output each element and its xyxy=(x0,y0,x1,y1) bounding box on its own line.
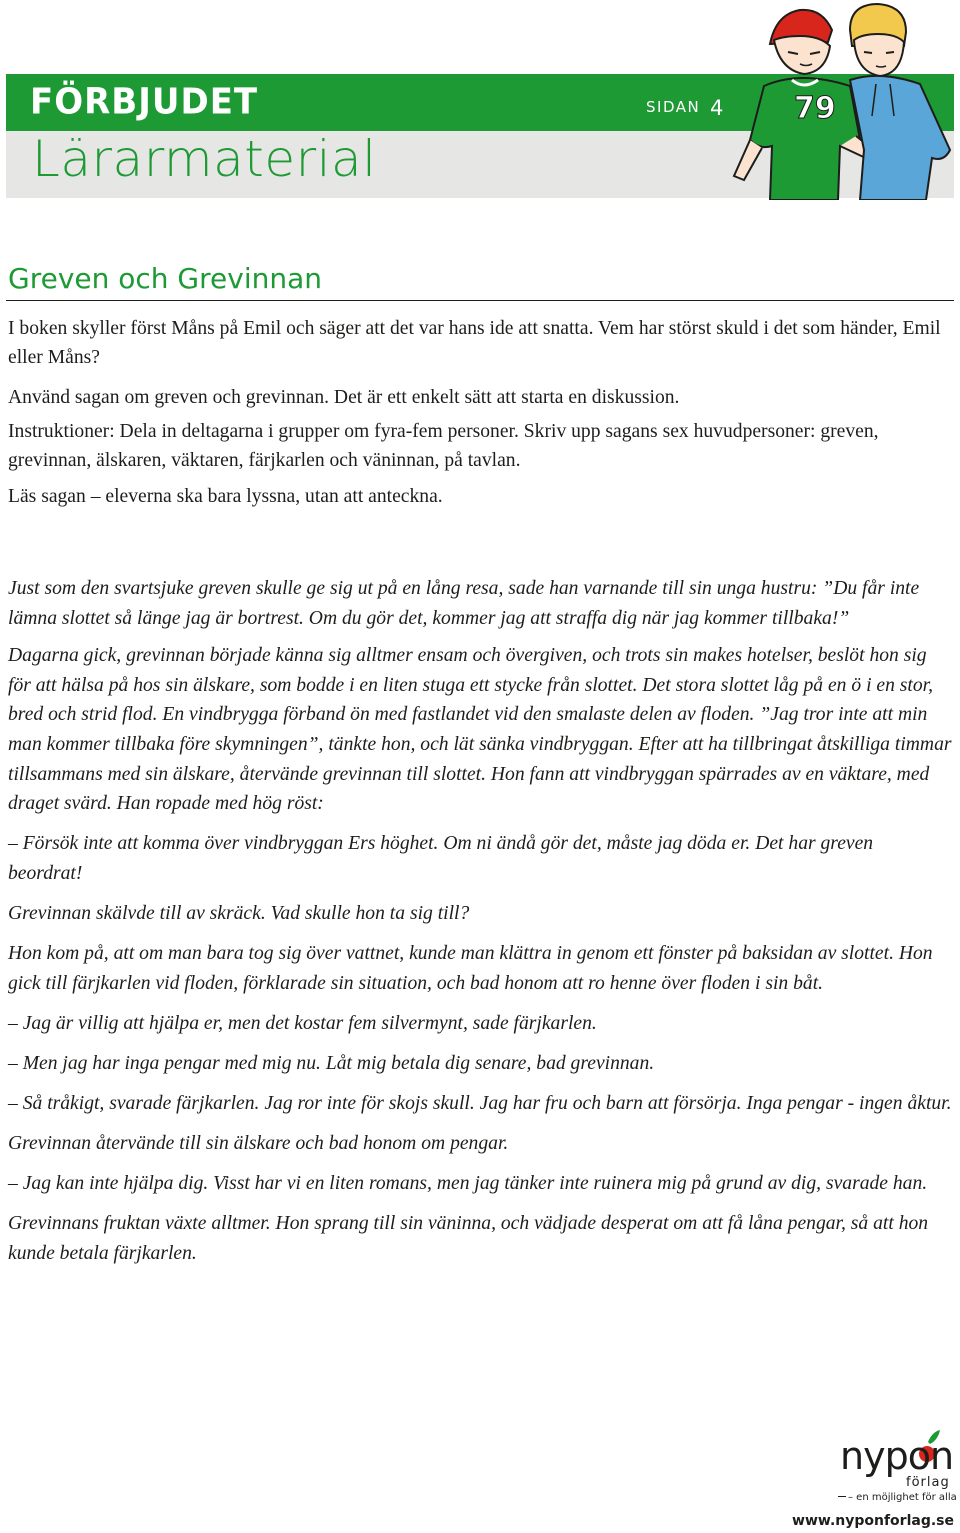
publisher-tagline: – en möjlighet för alla xyxy=(848,1492,957,1503)
story-paragraph: Grevinnan skälvde till av skräck. Vad skulle hon ta sig till? xyxy=(8,902,470,924)
story-paragraph: Grevinnan återvände till sin älskare och bad honom om pengar. xyxy=(8,1133,509,1154)
series-title: FÖRBJUDET xyxy=(30,81,259,123)
story-paragraph: – Men jag har inga pengar med mig nu. Låt mig betala dig senare, bad grevinnan. xyxy=(8,1052,655,1074)
story-paragraph: Hon kom på, att om man bara tog sig över vattnet, kunde man klättra in genom ett fönster på baksidan av slottet. Hon gick till färjkarlen vid floden, förklarade sin situation, och bad honom att ro henne över floden i sin båt. xyxy=(8,943,933,994)
story-paragraph: – Så tråkigt, svarade färjkarlen. Jag ror inte för skojs skull. Jag har fru och barn att försörja. Inga pengar - ingen åktur. xyxy=(8,1092,952,1114)
publisher-logo-name: nypon xyxy=(840,1434,954,1478)
story-paragraph: – Jag är villig att hjälpa er, men det kostar fem silvermynt, sade färjkarlen. xyxy=(8,1012,597,1034)
story-text xyxy=(8,574,952,1279)
story-paragraph: Grevinnans fruktan växte alltmer. Hon sprang till sin väninna, och vädjade desperat om att få låna pengar, så att hon kunde betala färjkarlen. xyxy=(8,1213,929,1264)
page-label: SIDAN xyxy=(646,98,701,116)
publisher-website-link[interactable]: www.nyponforlag.se xyxy=(792,1513,954,1529)
intro-paragraph: Instruktioner: Dela in deltagarna i grupper om fyra-fem personer. Skriv upp sagans sex huvudpersoner: greven, grevinnan, älskaren, väktaren, färjkarlen och väninnan, på tavlan. xyxy=(8,421,879,471)
intro-text xyxy=(8,314,952,522)
page-number: 4 xyxy=(710,96,724,120)
document-title: Lärarmaterial xyxy=(32,130,377,188)
two-boys-illustration xyxy=(700,0,960,200)
intro-paragraph: Använd sagan om greven och grevinnan. Det är ett enkelt sätt att starta en diskussion. xyxy=(8,387,680,408)
intro-paragraph: Läs sagan – eleverna ska bara lyssna, utan att anteckna. xyxy=(8,486,443,507)
jersey-number: 79 xyxy=(794,91,836,126)
intro-paragraph: I boken skyller först Måns på Emil och säger att det var hans ide att snatta. Vem har störst skuld i det som händer, Emil eller Måns? xyxy=(8,318,941,368)
section-heading: Greven och Grevinnan xyxy=(8,262,323,295)
section-divider xyxy=(6,300,954,301)
story-paragraph: Just som den svartsjuke greven skulle ge sig ut på en lång resa, sade han varnande till sin unga hustru: ”Du får inte lämna slottet så länge jag är bortrest. Om du gör det, kommer jag att straffa dig när jag kommer tillbaka!” xyxy=(8,578,920,629)
story-paragraph: – Jag kan inte hjälpa dig. Visst har vi en liten romans, men jag tänker inte ruinera mig på grund av dig, svarade han. xyxy=(8,1173,928,1195)
story-paragraph: – Försök inte att komma över vindbryggan Ers höghet. Om ni ändå gör det, måste jag döda er. Det har greven beordrat! xyxy=(8,833,874,884)
publisher-logo-sub: förlag xyxy=(906,1475,950,1490)
story-paragraph: Dagarna gick, grevinnan började känna sig alltmer ensam och övergiven, och trots sin makes hotelser, beslöt hon sig för att hälsa på hos sin älskare, som bodde i en liten stuga ett stycke från slottet. Det stora slottet låg på en ö i en stor, bred och strid flod. En vindbrygga förband ön med fastlandet vid den smalaste delen av floden. ”Jag tror inte att min man kommer tillbaka före skymningen”, tänkte hon, och lät sänka vindbryggan. Efter att ha tillbringat åtskilliga timmar tillsammans med sin älskare, återvände grevinnan till slottet. Hon fann att vindbryggan spärrades av en väktare, med draget svärd. Han ropade med hög röst: xyxy=(8,645,952,815)
